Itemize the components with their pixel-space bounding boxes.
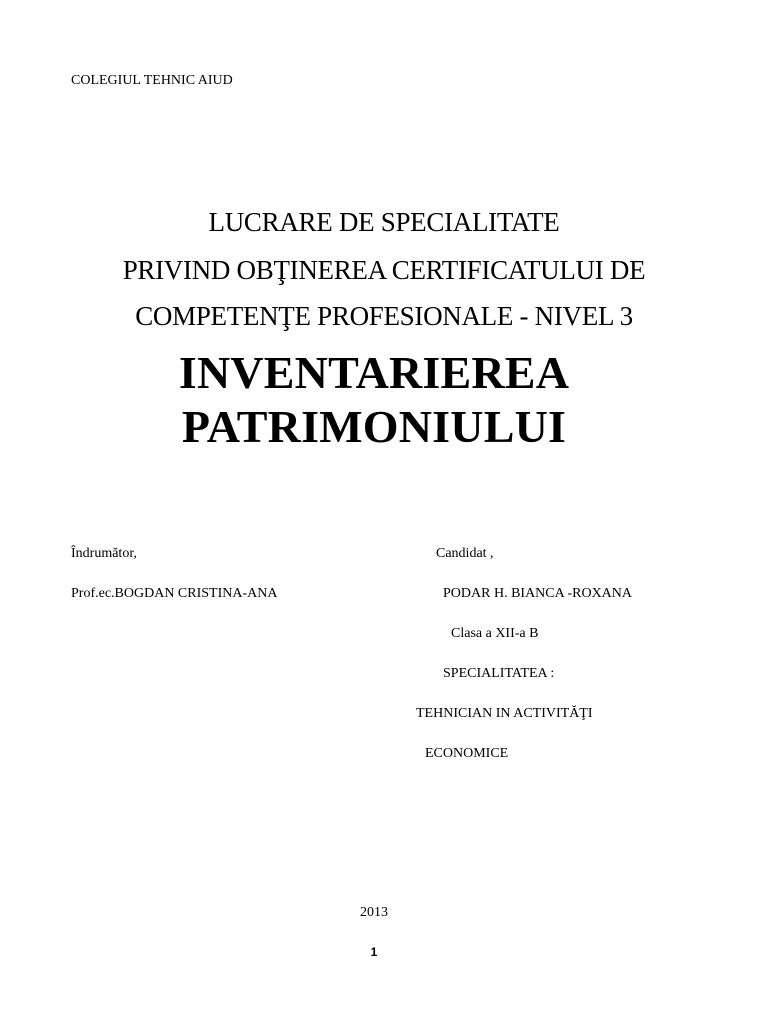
year: 2013 bbox=[360, 905, 388, 920]
candidate-class: Clasa a XII-a B bbox=[451, 626, 539, 641]
heading-line-2: PRIVIND OBŢINEREA CERTIFICATULUI DE bbox=[122, 255, 646, 285]
specialty-label: SPECIALITATEA : bbox=[443, 666, 555, 681]
specialty-line-2: ECONOMICE bbox=[425, 746, 509, 761]
page-number: 1 bbox=[370, 945, 378, 959]
candidate-name: PODAR H. BIANCA -ROXANA bbox=[443, 586, 633, 601]
heading-line-3: COMPETENŢE PROFESIONALE - NIVEL 3 bbox=[135, 301, 633, 331]
title-line-2: PATRIMONIULUI bbox=[181, 401, 567, 452]
specialty-line-1: TEHNICIAN IN ACTIVITĂŢI bbox=[416, 706, 593, 721]
coordinator-name: Prof.ec.BOGDAN CRISTINA-ANA bbox=[71, 586, 278, 601]
coordinator-label: Îndrumător, bbox=[71, 546, 137, 561]
heading-line-1: LUCRARE DE SPECIALITATE bbox=[208, 207, 560, 237]
school-name: COLEGIUL TEHNIC AIUD bbox=[71, 73, 233, 88]
candidate-label: Candidat , bbox=[436, 546, 494, 561]
title-line-1: INVENTARIEREA bbox=[178, 347, 570, 398]
